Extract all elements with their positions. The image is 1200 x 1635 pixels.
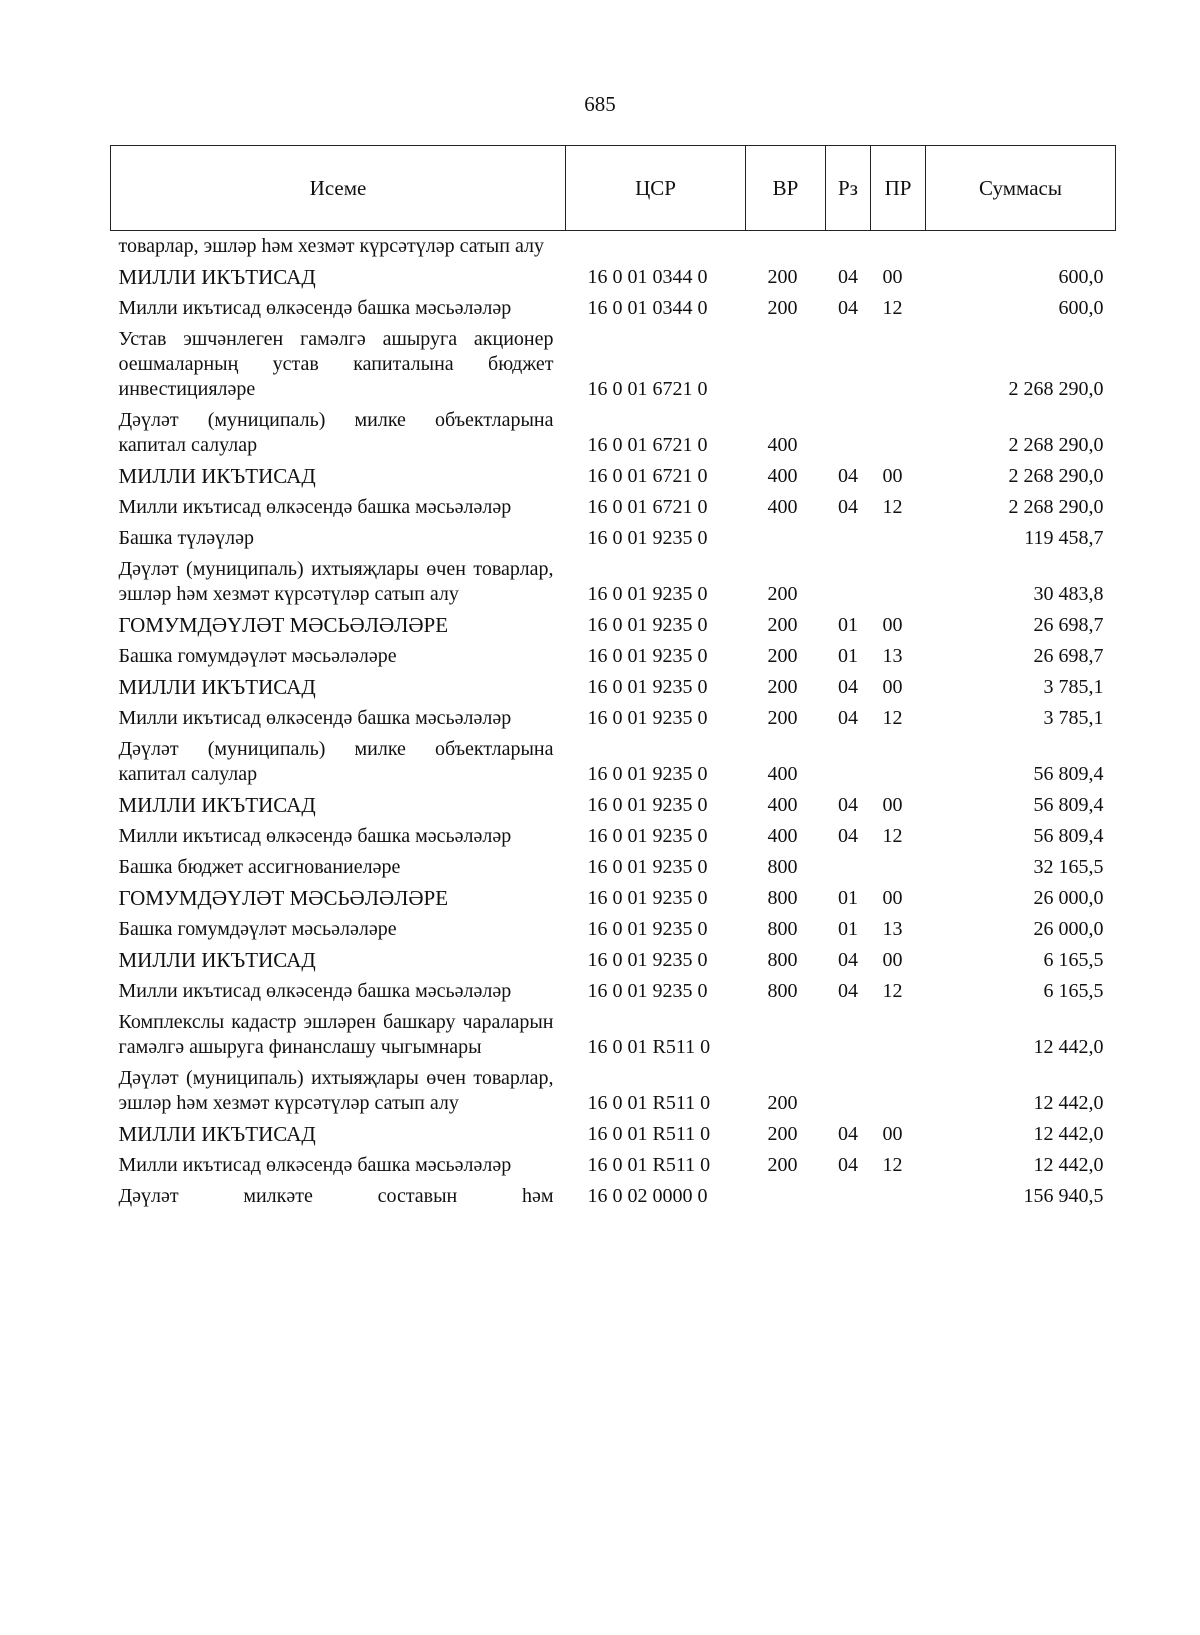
- row-csr-code: 16 0 01 9235 0: [587, 527, 708, 549]
- table-row: [111, 231, 1116, 263]
- row-rz-code: [826, 1063, 871, 1119]
- row-amount: 26 000,0: [1033, 887, 1104, 909]
- row-rz-code: [826, 554, 871, 610]
- row-pr-code: 00: [882, 266, 903, 288]
- row-rz-code: 04: [838, 1154, 858, 1176]
- row-name: Милли икътисад өлкәсендә башка мәсьәләләр: [118, 825, 512, 847]
- row-csr-code: [566, 231, 746, 263]
- table-row: [111, 293, 1116, 324]
- row-csr-code: 16 0 01 R511 0: [587, 1123, 711, 1145]
- row-amount: 2 268 290,0: [1008, 465, 1104, 487]
- row-amount: 26 000,0: [1033, 918, 1104, 940]
- row-rz-code: 01: [838, 614, 858, 636]
- table-row: [111, 703, 1116, 734]
- row-csr-code: 16 0 01 0344 0: [587, 266, 708, 288]
- row-name: Милли икътисад өлкәсендә башка мәсьәләләр: [118, 297, 512, 319]
- row-rz-code: 01: [838, 645, 858, 667]
- row-pr-code: 12: [882, 496, 903, 518]
- row-pr-code: 12: [882, 980, 903, 1002]
- table-header: [111, 146, 1116, 231]
- row-name: МИЛЛИ ИКЪТИСАД: [118, 948, 316, 972]
- page-number: 685: [584, 92, 616, 116]
- row-pr-code: [871, 1063, 926, 1119]
- row-rz-code: 04: [838, 496, 858, 518]
- row-vr-code: 200: [767, 707, 798, 729]
- row-amount: 2 268 290,0: [1008, 378, 1104, 400]
- row-pr-code: 12: [882, 825, 903, 847]
- row-amount: 26 698,7: [1033, 614, 1104, 636]
- row-amount: 600,0: [1058, 297, 1104, 319]
- row-name: МИЛЛИ ИКЪТИСАД: [118, 675, 316, 699]
- row-name: Башка түләүләр: [118, 527, 255, 549]
- row-pr-code: [871, 324, 926, 405]
- row-vr-code: 400: [767, 434, 798, 456]
- row-name: Башка бюджет ассигнованиеләре: [118, 856, 401, 878]
- row-vr-code: 800: [767, 887, 798, 909]
- row-rz-code: 04: [838, 980, 858, 1002]
- row-rz-code: [826, 1007, 871, 1063]
- row-pr-code: 00: [882, 887, 903, 909]
- row-name: Дәүләт милкәте составын һәм: [118, 1185, 554, 1207]
- row-vr-code: [746, 523, 826, 554]
- row-rz-code: 04: [838, 297, 858, 319]
- table-row: [111, 852, 1116, 883]
- table-row: [111, 262, 1116, 293]
- row-csr-code: 16 0 01 9235 0: [587, 614, 708, 636]
- row-amount: 12 442,0: [1033, 1036, 1104, 1058]
- row-rz-code: 04: [838, 266, 858, 288]
- row-vr-code: 800: [767, 918, 798, 940]
- row-amount: 3 785,1: [1043, 676, 1104, 698]
- row-amount: 12 442,0: [1033, 1092, 1104, 1114]
- table-row: [111, 1063, 1116, 1119]
- row-vr-code: 200: [767, 297, 798, 319]
- table-row: [111, 883, 1116, 914]
- row-name: Дәүләт (муниципаль) ихтыяҗлары өчен товарлар, эшләр һәм хезмәт күрсәтүләр сатып алу: [118, 1067, 554, 1114]
- table-row: [111, 1007, 1116, 1063]
- table-row: [111, 945, 1116, 976]
- row-vr-code: 400: [767, 465, 798, 487]
- row-rz-code: 04: [838, 949, 858, 971]
- row-vr-code: 400: [767, 825, 798, 847]
- row-csr-code: 16 0 01 9235 0: [587, 918, 708, 940]
- row-amount: 56 809,4: [1033, 763, 1104, 785]
- row-amount: 26 698,7: [1033, 645, 1104, 667]
- header-sum: Суммасы: [926, 146, 1116, 231]
- row-rz-code: [826, 1181, 871, 1212]
- row-rz-code: 04: [838, 1123, 858, 1145]
- row-name: Милли икътисад өлкәсендә башка мәсьәләләр: [118, 980, 512, 1002]
- row-name: ГОМУМДӘҮЛӘТ МӘСЬӘЛӘЛӘРЕ: [118, 886, 449, 910]
- table-row: [111, 821, 1116, 852]
- row-pr-code: [871, 554, 926, 610]
- row-amount: 2 268 290,0: [1008, 434, 1104, 456]
- row-csr-code: 16 0 01 9235 0: [587, 949, 708, 971]
- row-name: МИЛЛИ ИКЪТИСАД: [118, 265, 316, 289]
- row-csr-code: 16 0 01 6721 0: [587, 434, 708, 456]
- row-rz-code: [826, 324, 871, 405]
- row-pr-code: 00: [882, 465, 903, 487]
- row-csr-code: 16 0 02 0000 0: [587, 1185, 708, 1207]
- row-amount: 56 809,4: [1033, 825, 1104, 847]
- table-row: [111, 1119, 1116, 1150]
- row-pr-code: 00: [882, 949, 903, 971]
- table-row: [111, 1181, 1116, 1212]
- row-rz-code: [826, 852, 871, 883]
- row-pr-code: [871, 523, 926, 554]
- table-row: [111, 405, 1116, 461]
- table-row: [111, 734, 1116, 790]
- row-vr-code: 400: [767, 763, 798, 785]
- row-name: Комплекслы кадастр эшләрен башкару чараларын гамәлгә ашыруга финанслашу чыгымнары: [118, 1011, 554, 1058]
- row-pr-code: [871, 231, 926, 263]
- row-pr-code: [871, 1181, 926, 1212]
- row-vr-code: 400: [767, 794, 798, 816]
- row-csr-code: 16 0 01 9235 0: [587, 794, 708, 816]
- table-row: [111, 641, 1116, 672]
- row-csr-code: 16 0 01 9235 0: [587, 856, 708, 878]
- row-rz-code: 04: [838, 707, 858, 729]
- row-pr-code: 12: [882, 1154, 903, 1176]
- row-vr-code: 800: [767, 980, 798, 1002]
- table-row: [111, 554, 1116, 610]
- row-pr-code: 13: [882, 918, 903, 940]
- row-pr-code: 12: [882, 707, 903, 729]
- row-rz-code: 01: [838, 887, 858, 909]
- row-amount: 6 165,5: [1043, 980, 1104, 1002]
- row-vr-code: 400: [767, 496, 798, 518]
- row-name: МИЛЛИ ИКЪТИСАД: [118, 464, 316, 488]
- row-csr-code: 16 0 01 9235 0: [587, 707, 708, 729]
- row-name: Дәүләт (муниципаль) милке объектларына капитал салулар: [118, 409, 554, 456]
- row-csr-code: 16 0 01 R511 0: [587, 1154, 711, 1176]
- header-name: Исеме: [111, 146, 566, 231]
- row-vr-code: [746, 1181, 826, 1212]
- row-pr-code: 00: [882, 794, 903, 816]
- budget-table: [110, 145, 1116, 1212]
- row-csr-code: 16 0 01 6721 0: [587, 496, 708, 518]
- header-rz: Рз: [826, 146, 871, 231]
- row-amount: 56 809,4: [1033, 794, 1104, 816]
- row-csr-code: 16 0 01 R511 0: [587, 1036, 711, 1058]
- table-row: [111, 976, 1116, 1007]
- row-vr-code: 200: [767, 645, 798, 667]
- row-csr-code: 16 0 01 6721 0: [587, 465, 708, 487]
- row-csr-code: 16 0 01 9235 0: [587, 676, 708, 698]
- row-name: Башка гомумдәүләт мәсьәләләре: [118, 918, 397, 940]
- row-amount: [926, 231, 1116, 263]
- row-rz-code: [826, 734, 871, 790]
- row-vr-code: [746, 231, 826, 263]
- row-amount: 6 165,5: [1043, 949, 1104, 971]
- table-row: [111, 324, 1116, 405]
- row-pr-code: 00: [882, 1123, 903, 1145]
- row-name: Башка гомумдәүләт мәсьәләләре: [118, 645, 397, 667]
- table-row: [111, 914, 1116, 945]
- table-row: [111, 523, 1116, 554]
- row-vr-code: [746, 324, 826, 405]
- row-pr-code: 00: [882, 676, 903, 698]
- row-vr-code: 800: [767, 856, 798, 878]
- row-rz-code: [826, 523, 871, 554]
- row-pr-code: [871, 405, 926, 461]
- header-vr: ВР: [746, 146, 826, 231]
- row-vr-code: 200: [767, 583, 798, 605]
- row-amount: 3 785,1: [1043, 707, 1104, 729]
- row-name: МИЛЛИ ИКЪТИСАД: [118, 793, 316, 817]
- row-amount: 12 442,0: [1033, 1154, 1104, 1176]
- row-rz-code: 01: [838, 918, 858, 940]
- row-rz-code: [826, 405, 871, 461]
- row-amount: 12 442,0: [1033, 1123, 1104, 1145]
- row-name: Милли икътисад өлкәсендә башка мәсьәләләр: [118, 496, 512, 518]
- row-vr-code: [746, 1007, 826, 1063]
- row-pr-code: [871, 1007, 926, 1063]
- row-pr-code: 00: [882, 614, 903, 636]
- header-csr: ЦСР: [566, 146, 746, 231]
- row-vr-code: 200: [767, 1154, 798, 1176]
- row-amount: 156 940,5: [1023, 1185, 1104, 1207]
- row-csr-code: 16 0 01 0344 0: [587, 297, 708, 319]
- row-csr-code: 16 0 01 9235 0: [587, 825, 708, 847]
- row-pr-code: [871, 734, 926, 790]
- table-row: [111, 610, 1116, 641]
- row-rz-code: 04: [838, 825, 858, 847]
- row-csr-code: 16 0 01 9235 0: [587, 583, 708, 605]
- row-rz-code: [826, 231, 871, 263]
- row-name: Дәүләт (муниципаль) ихтыяҗлары өчен товарлар, эшләр һәм хезмәт күрсәтүләр сатып алу: [118, 558, 554, 605]
- row-pr-code: [871, 852, 926, 883]
- row-vr-code: 200: [767, 676, 798, 698]
- row-amount: 30 483,8: [1033, 583, 1104, 605]
- row-amount: 119 458,7: [1024, 527, 1104, 549]
- row-vr-code: 200: [767, 1123, 798, 1145]
- row-rz-code: 04: [838, 465, 858, 487]
- row-amount: 600,0: [1058, 266, 1104, 288]
- table-body: [111, 231, 1116, 1213]
- row-rz-code: 04: [838, 676, 858, 698]
- row-name: МИЛЛИ ИКЪТИСАД: [118, 1122, 316, 1146]
- row-name: Милли икътисад өлкәсендә башка мәсьәләләр: [118, 707, 512, 729]
- table-row: [111, 790, 1116, 821]
- table-row: [111, 461, 1116, 492]
- row-csr-code: 16 0 01 9235 0: [587, 645, 708, 667]
- row-vr-code: 800: [767, 949, 798, 971]
- row-csr-code: 16 0 01 9235 0: [587, 887, 708, 909]
- row-csr-code: 16 0 01 9235 0: [587, 763, 708, 785]
- row-name: Дәүләт (муниципаль) милке объектларына капитал салулар: [118, 738, 554, 785]
- table-row: [111, 672, 1116, 703]
- row-name: товарлар, эшләр һәм хезмәт күрсәтүләр сатып алу: [118, 235, 544, 257]
- table-row: [111, 492, 1116, 523]
- table-row: [111, 1150, 1116, 1181]
- row-csr-code: 16 0 01 9235 0: [587, 980, 708, 1002]
- row-vr-code: 200: [767, 1092, 798, 1114]
- row-amount: 32 165,5: [1033, 856, 1104, 878]
- row-csr-code: 16 0 01 6721 0: [587, 378, 708, 400]
- row-amount: 2 268 290,0: [1008, 496, 1104, 518]
- row-pr-code: 12: [882, 297, 903, 319]
- row-pr-code: 13: [882, 645, 903, 667]
- row-csr-code: 16 0 01 R511 0: [587, 1092, 711, 1114]
- row-vr-code: 200: [767, 614, 798, 636]
- row-vr-code: 200: [767, 266, 798, 288]
- header-row: [111, 146, 1116, 231]
- row-name: Устав эшчәнлеген гамәлгә ашыруга акционер оешмаларның устав капиталына бюджет инвестицияләре: [118, 328, 554, 400]
- row-rz-code: 04: [838, 794, 858, 816]
- row-name: ГОМУМДӘҮЛӘТ МӘСЬӘЛӘЛӘРЕ: [118, 613, 449, 637]
- row-name: Милли икътисад өлкәсендә башка мәсьәләләр: [118, 1154, 512, 1176]
- header-pr: ПР: [871, 146, 926, 231]
